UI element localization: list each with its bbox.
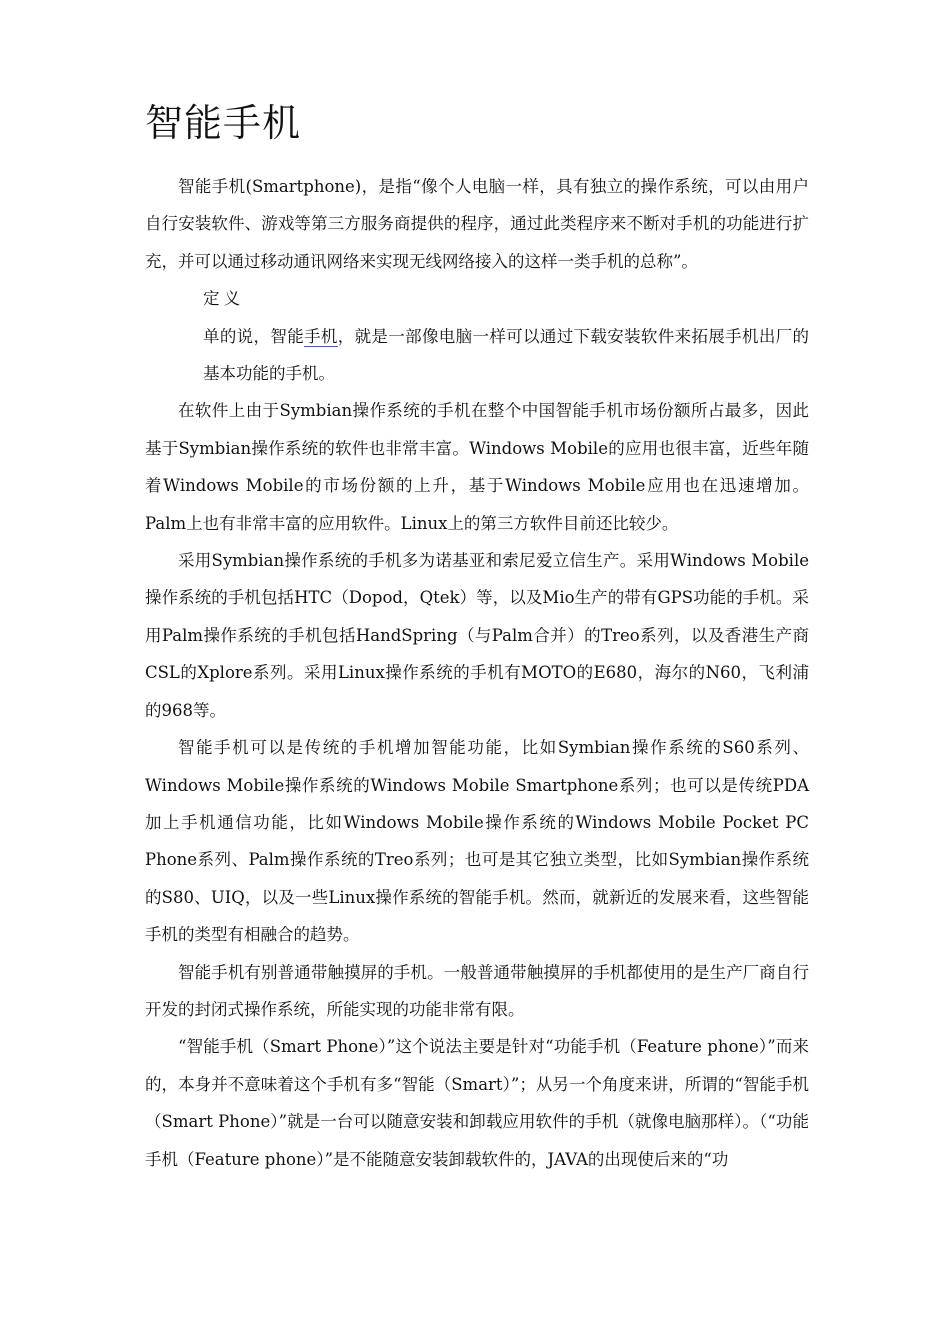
definition-text-before: 单的说，智能	[203, 326, 305, 346]
software-paragraph: 在软件上由于Symbian操作系统的手机在整个中国智能手机市场份额所占最多，因此基于Symbian操作系统的软件也非常丰富。Windows Mobile的应用也很丰富，近些年随着Windows Mobile的市场份额的上升，基于Windows Mobile应用也在迅速增加。Palm上也有非常丰富的应用软件。Linux上的第三方软件目前还比较少。	[145, 401, 809, 533]
document-page	[145, 98, 809, 1178]
intro-paragraph: 智能手机(Smartphone)，是指“像个人电脑一样，具有独立的操作系统，可以由用户自行安装软件、游戏等第三方服务商提供的程序，通过此类程序来不断对手机的功能进行扩充，并可以通过移动通讯网络来实现无线网络接入的这样一类手机的总称”。	[145, 177, 809, 271]
types-paragraph: 智能手机可以是传统的手机增加智能功能，比如Symbian操作系统的S60系列、Windows Mobile操作系统的Windows Mobile Smartphone系列；也可以是传统PDA加上手机通信功能，比如Windows Mobile操作系统的Windows Mobile Pocket PC Phone系列、Palm操作系统的Treo系列；也可是其它独立类型，比如Symbian操作系统的S80、UIQ，以及一些Linux操作系统的智能手机。然而，就新近的发展来看，这些智能手机的类型有相融合的趋势。	[145, 738, 809, 945]
phone-link[interactable]: 手机	[304, 326, 338, 346]
page-title: 智能手机	[145, 101, 302, 145]
definition-text-after: ，就是一部像电脑一样可以通过下载安装软件来拓展手机出厂的基本功能的手机。	[203, 326, 810, 384]
definition-paragraph	[145, 318, 809, 393]
definition-heading: 定义	[203, 289, 244, 309]
touchscreen-paragraph: 智能手机有别普通带触摸屏的手机。一般普通带触摸屏的手机都使用的是生产厂商自行开发的封闭式操作系统，所能实现的功能非常有限。	[145, 962, 809, 1019]
feature-phone-paragraph: “智能手机（Smart Phone）”这个说法主要是针对“功能手机（Feature phone）”而来的，本身并不意味着这个手机有多“智能（Smart）”；从另一个角度来讲，所谓的“智能手机（Smart Phone）”就是一台可以随意安装和卸载应用软件的手机（就像电脑那样）。（“功能手机（Feature phone）”是不能随意安装卸载软件的，JAVA的出现使后来的“功	[145, 1037, 809, 1169]
manufacturers-paragraph: 采用Symbian操作系统的手机多为诺基亚和索尼爱立信生产。采用Windows Mobile操作系统的手机包括HTC（Dopod，Qtek）等，以及Mio生产的带有GPS功能的手机。采用Palm操作系统的手机包括HandSpring（与Palm合并）的Treo系列，以及香港生产商CSL的Xplore系列。采用Linux操作系统的手机有MOTO的E680，海尔的N60，飞利浦的968等。	[145, 551, 809, 720]
